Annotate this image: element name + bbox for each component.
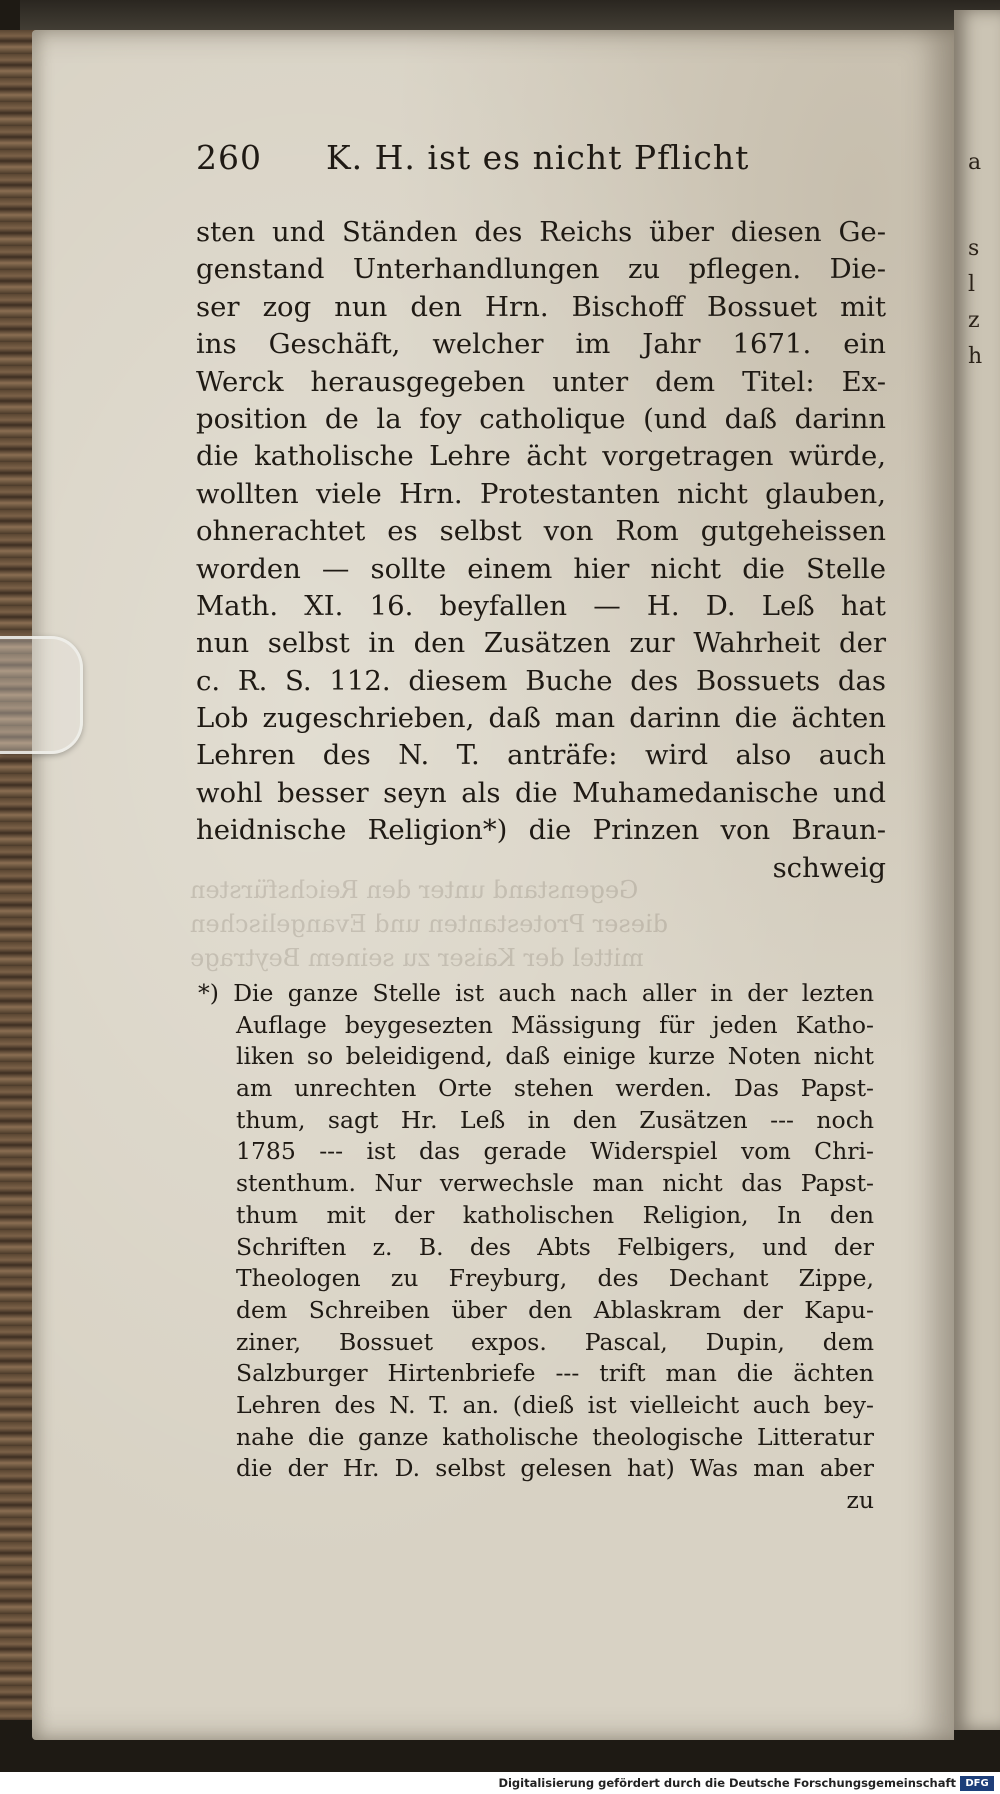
- footnote-line: die der Hr. D. selbst gelesen hat) Was man aber: [236, 1454, 874, 1483]
- body-line: Lob zugeschrieben, daß man darinn die ächten: [196, 702, 886, 735]
- footnote-line: Auflage beygesezten Mässigung für jeden Katho-: [236, 1010, 874, 1039]
- digitization-footer: [0, 1772, 1000, 1794]
- footnote-line: nahe die ganze katholische theologische Litteratur: [236, 1422, 874, 1451]
- catchword: schweig: [772, 851, 886, 884]
- footnote-line: Theologen zu Freyburg, des Dechant Zippe,: [236, 1264, 874, 1293]
- bleed-through-text: Gegenstand unter den Reichsfürsten: [190, 876, 639, 904]
- body-line: ins Geschäft, welcher im Jahr 1671. ein: [196, 328, 886, 361]
- body-line: die katholische Lehre ächt vorgetragen würde,: [196, 440, 886, 473]
- footnote-line: thum mit der katholischen Religion, In den: [236, 1200, 874, 1229]
- footnote-line: *) Die ganze Stelle ist auch nach aller in der lezten: [198, 979, 874, 1007]
- facing-letter: a: [968, 150, 982, 175]
- body-line: genstand Unterhandlungen zu pflegen. Die-: [196, 253, 886, 286]
- facing-letter: h: [968, 344, 983, 369]
- body-line: wohl besser seyn als die Muhamedanische und: [196, 776, 886, 809]
- body-text: [196, 214, 886, 887]
- page-clip: [0, 636, 83, 754]
- book-edge: [0, 30, 36, 1720]
- facing-letter: l: [968, 272, 976, 297]
- bleed-through-text: dieser Protestanten und Evangelischen: [190, 910, 668, 938]
- facing-letter: z: [968, 308, 980, 333]
- body-line: nun selbst in den Zusätzen zur Wahrheit der: [196, 627, 886, 660]
- body-line: heidnische Religion*) die Prinzen von Braun-: [196, 814, 886, 847]
- body-line: worden — sollte einem hier nicht die Stelle: [196, 552, 886, 585]
- footnote-line: ziner, Bossuet expos. Pascal, Dupin, dem: [236, 1327, 874, 1356]
- main-text-block: [196, 138, 886, 887]
- footnote-line: dem Schreiben über den Ablaskram der Kapu-: [236, 1295, 874, 1324]
- page-header: [196, 138, 886, 194]
- body-line: Math. XI. 16. beyfallen — H. D. Leß hat: [196, 589, 886, 622]
- facing-page-edge: [954, 10, 1000, 1730]
- footnote-catchword: zu: [846, 1486, 874, 1514]
- facing-letter: s: [968, 236, 980, 261]
- footnote-line: liken so beleidigend, daß einige kurze Noten nicht: [236, 1042, 874, 1071]
- footnote-line: am unrechten Orte stehen werden. Das Papst-: [236, 1074, 874, 1103]
- body-line: sten und Ständen des Reichs über diesen Ge-: [196, 216, 886, 248]
- running-title: K. H. ist es nicht Pflicht: [326, 138, 750, 177]
- footnote-line: Lehren des N. T. an. (dieß ist vielleicht auch bey-: [236, 1390, 874, 1419]
- funding-credit: Digitalisierung gefördert durch die Deutsche Forschungsgemeinschaft: [498, 1776, 956, 1790]
- page-number: 260: [196, 138, 262, 177]
- body-line: ser zog nun den Hrn. Bischoff Bossuet mit: [196, 290, 886, 323]
- footnote-line: Schriften z. B. des Abts Felbigers, und der: [236, 1232, 874, 1261]
- dfg-logo: DFG: [960, 1776, 994, 1791]
- footnote-line: 1785 --- ist das gerade Widerspiel vom Chri-: [236, 1137, 874, 1166]
- footnote-line: thum, sagt Hr. Leß in den Zusätzen --- noch: [236, 1105, 874, 1134]
- bleed-through-text: mittel der Kaiser zu seinem Beytrage: [190, 944, 644, 972]
- body-line: Lehren des N. T. anträfe: wird also auch: [196, 739, 886, 772]
- body-line: wollten viele Hrn. Protestanten nicht glauben,: [196, 477, 886, 510]
- body-line: c. R. S. 112. diesem Buche des Bossuets das: [196, 664, 886, 697]
- footnote-line: Salzburger Hirtenbriefe --- trift man die ächten: [236, 1359, 874, 1388]
- footnote-line: stenthum. Nur verwechsle man nicht das Papst-: [236, 1169, 874, 1198]
- body-line: ohnerachtet es selbst von Rom gutgeheissen: [196, 515, 886, 548]
- body-line: Werck herausgegeben unter dem Titel: Ex-: [196, 365, 886, 398]
- footnote-block: [198, 978, 874, 1517]
- body-line: position de la foy catholique (und daß darinn: [196, 402, 886, 435]
